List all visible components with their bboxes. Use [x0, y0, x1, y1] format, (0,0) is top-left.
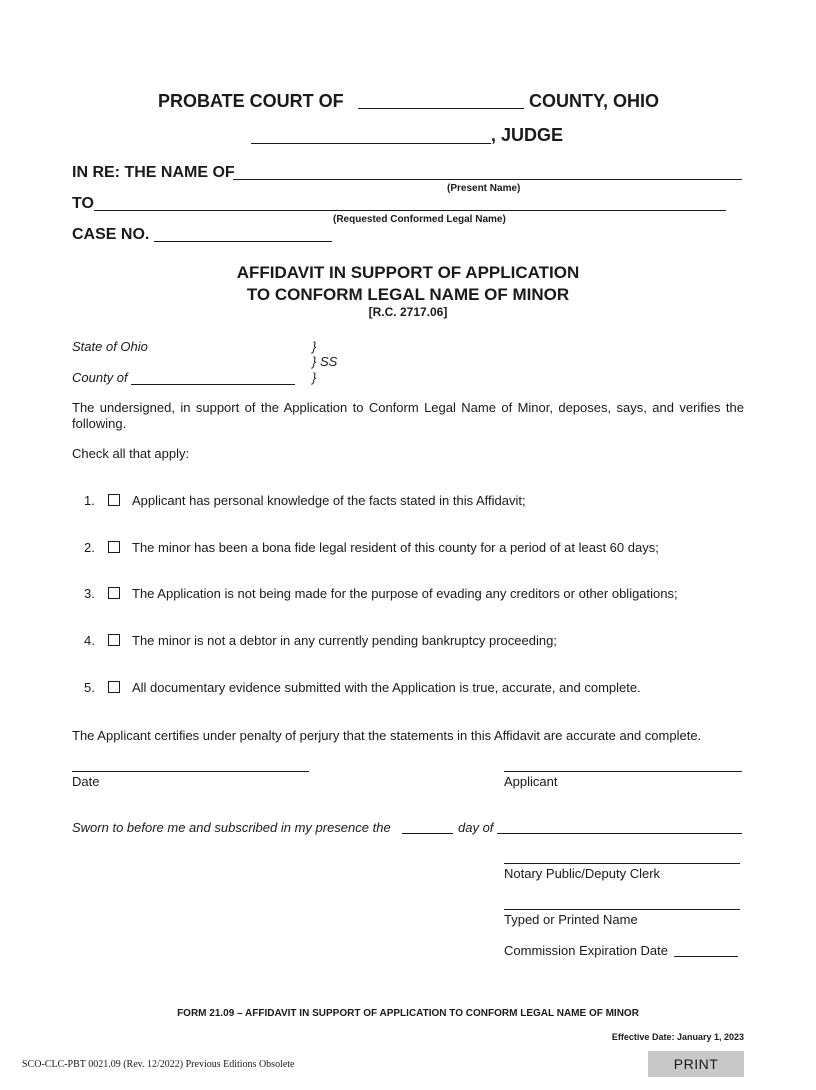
notary-label: Notary Public/Deputy Clerk — [504, 866, 661, 881]
sworn-text: Sworn to before me and subscribed in my presence the — [72, 820, 391, 835]
court-suffix: COUNTY, OHIO — [529, 91, 660, 111]
print-button[interactable]: PRINT — [648, 1051, 744, 1077]
date-field[interactable] — [72, 771, 309, 772]
in-re-label: IN RE: THE NAME OF — [72, 164, 235, 181]
form-title-footer: FORM 21.09 – AFFIDAVIT IN SUPPORT OF APPLICATION TO CONFORM LEGAL NAME OF MINOR — [177, 1008, 639, 1019]
present-name-hint: (Present Name) — [447, 183, 521, 194]
county-label: County of — [72, 370, 128, 385]
commission-date-field[interactable] — [674, 956, 738, 957]
item-1-text: Applicant has personal knowledge of the facts stated in this Affidavit; — [132, 493, 526, 508]
applicant-label: Applicant — [504, 774, 558, 789]
commission-label: Commission Expiration Date — [504, 943, 669, 958]
typed-name-field[interactable] — [504, 909, 740, 910]
intro-paragraph: The undersigned, in support of the Application to Conform Legal Name of Minor, deposes, says, and verifies the following. — [72, 400, 744, 431]
check-instruction: Check all that apply: — [72, 446, 190, 461]
county-name-field[interactable] — [358, 108, 524, 109]
item-2-checkbox[interactable] — [108, 541, 120, 553]
item-1-checkbox[interactable] — [108, 494, 120, 506]
ss-brace: } SS — [312, 354, 338, 369]
sworn-day-field[interactable] — [402, 833, 453, 834]
item-3-checkbox[interactable] — [108, 587, 120, 599]
case-no-label: CASE NO. — [72, 226, 150, 243]
item-number: 1. — [84, 493, 95, 508]
form-code: SCO-CLC-PBT 0021.09 (Rev. 12/2022) Previous Editions Obsolete — [22, 1059, 295, 1070]
item-5-text: All documentary evidence submitted with the Application is true, accurate, and complete. — [132, 680, 641, 695]
sworn-month-year-field[interactable] — [497, 833, 742, 834]
day-of-text: day of — [458, 820, 494, 835]
typed-name-label: Typed or Printed Name — [504, 912, 638, 927]
case-number-field[interactable] — [154, 241, 332, 242]
item-2-text: The minor has been a bona fide legal resident of this county for a period of at least 60 days; — [132, 540, 659, 555]
judge-suffix: , JUDGE — [491, 125, 564, 145]
brace-top: } — [312, 339, 317, 354]
applicant-signature-field[interactable] — [504, 771, 742, 772]
requested-name-hint: (Requested Conformed Legal Name) — [333, 214, 506, 225]
title-line-2: TO CONFORM LEGAL NAME OF MINOR — [246, 285, 570, 304]
date-label: Date — [72, 774, 100, 789]
effective-date: Effective Date: January 1, 2023 — [611, 1032, 744, 1042]
item-number: 2. — [84, 540, 95, 555]
to-label: TO — [72, 195, 94, 212]
present-name-field[interactable] — [233, 179, 742, 180]
requested-name-field[interactable] — [94, 210, 726, 211]
notary-signature-field[interactable] — [504, 863, 740, 864]
statute-citation: [R.C. 2717.06] — [368, 305, 448, 319]
item-4-checkbox[interactable] — [108, 634, 120, 646]
item-number: 4. — [84, 633, 95, 648]
brace-bottom: } — [312, 370, 317, 385]
certification-text: The Applicant certifies under penalty of perjury that the statements in this Affidavit are accurate and complete. — [72, 728, 702, 743]
item-5-checkbox[interactable] — [108, 681, 120, 693]
item-3-text: The Application is not being made for the purpose of evading any creditors or other obligations; — [132, 586, 678, 601]
state-label: State of Ohio — [72, 339, 148, 354]
venue-county-field[interactable] — [131, 384, 295, 385]
item-4-text: The minor is not a debtor in any currently pending bankruptcy proceeding; — [132, 633, 557, 648]
court-prefix: PROBATE COURT OF — [158, 91, 344, 111]
judge-name-field[interactable] — [251, 143, 491, 144]
item-number: 5. — [84, 680, 95, 695]
title-line-1: AFFIDAVIT IN SUPPORT OF APPLICATION — [236, 263, 580, 282]
item-number: 3. — [84, 586, 95, 601]
